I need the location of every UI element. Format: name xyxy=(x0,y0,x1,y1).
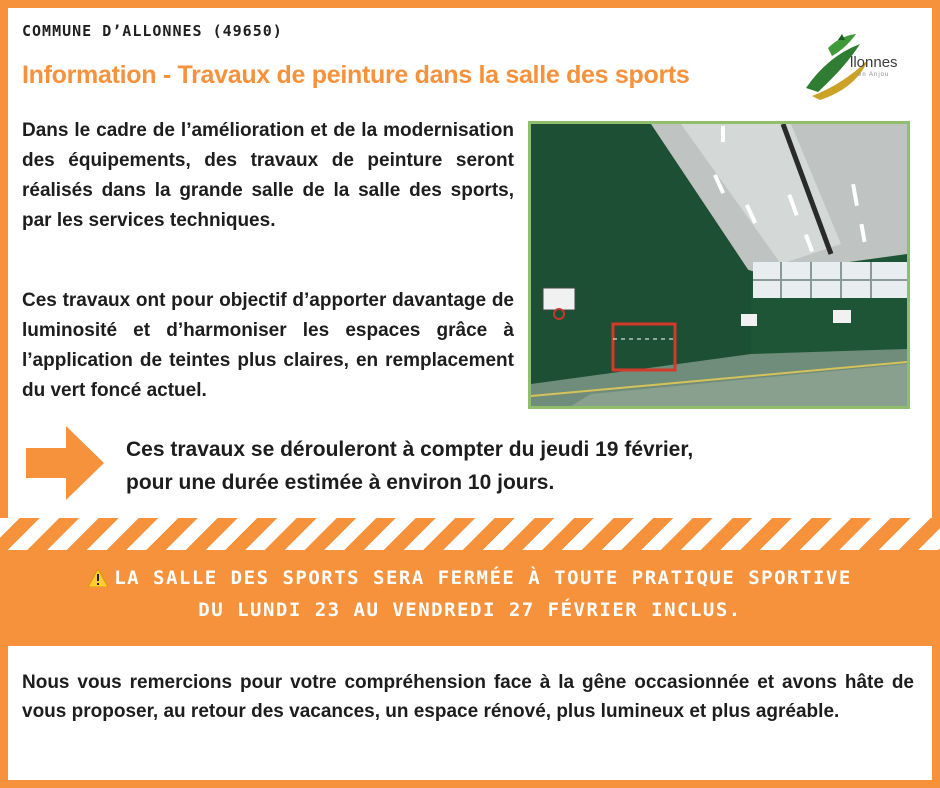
bottom-panel xyxy=(8,646,932,780)
schedule-notice xyxy=(126,433,693,499)
notice-line-1: Ces travaux se dérouleront à compter du jeudi 19 février, xyxy=(126,438,694,461)
warning-text-1: LA SALLE DES SPORTS SERA FERMÉE À TOUTE PRATIQUE SPORTIVE xyxy=(114,567,852,589)
gymnasium-photo xyxy=(528,121,910,409)
thanks-paragraph: Nous vous remercions pour votre compréhension face à la gêne occasionnée et avons hâte de vous proposer, au retour des vacances, un espace rénové, plus lumineux et plus agréable. xyxy=(22,672,914,722)
warning-line-1 xyxy=(0,562,940,594)
logo-subtitle: en Anjou xyxy=(858,72,890,78)
logo-name: llonnes xyxy=(850,54,898,71)
top-panel xyxy=(8,8,932,518)
striped-divider xyxy=(0,518,940,550)
town-logo xyxy=(798,26,923,102)
warning-icon xyxy=(88,569,108,587)
notice-line-2: pour une durée estimée à environ 10 jours. xyxy=(126,471,555,494)
warning-line-2: DU LUNDI 23 AU VENDREDI 27 FÉVRIER INCLUS. xyxy=(198,599,742,621)
intro-paragraph: Dans le cadre de l’amélioration et de la modernisation des équipements, des travaux de peinture seront réalisés dans la grande salle de la salle des sports, par les services techniques. xyxy=(22,120,514,231)
arrow-right-icon xyxy=(26,426,104,500)
page-title: Information - Travaux de peinture dans la salle des sports xyxy=(22,61,690,89)
commune-label: COMMUNE D’ALLONNES (49650) xyxy=(22,22,283,40)
closure-warning xyxy=(0,562,940,626)
objective-paragraph: Ces travaux ont pour objectif d’apporter davantage de luminosité et d’harmoniser les espaces grâce à l’application de teintes plus claires, en remplacement du vert foncé actuel. xyxy=(22,290,514,401)
